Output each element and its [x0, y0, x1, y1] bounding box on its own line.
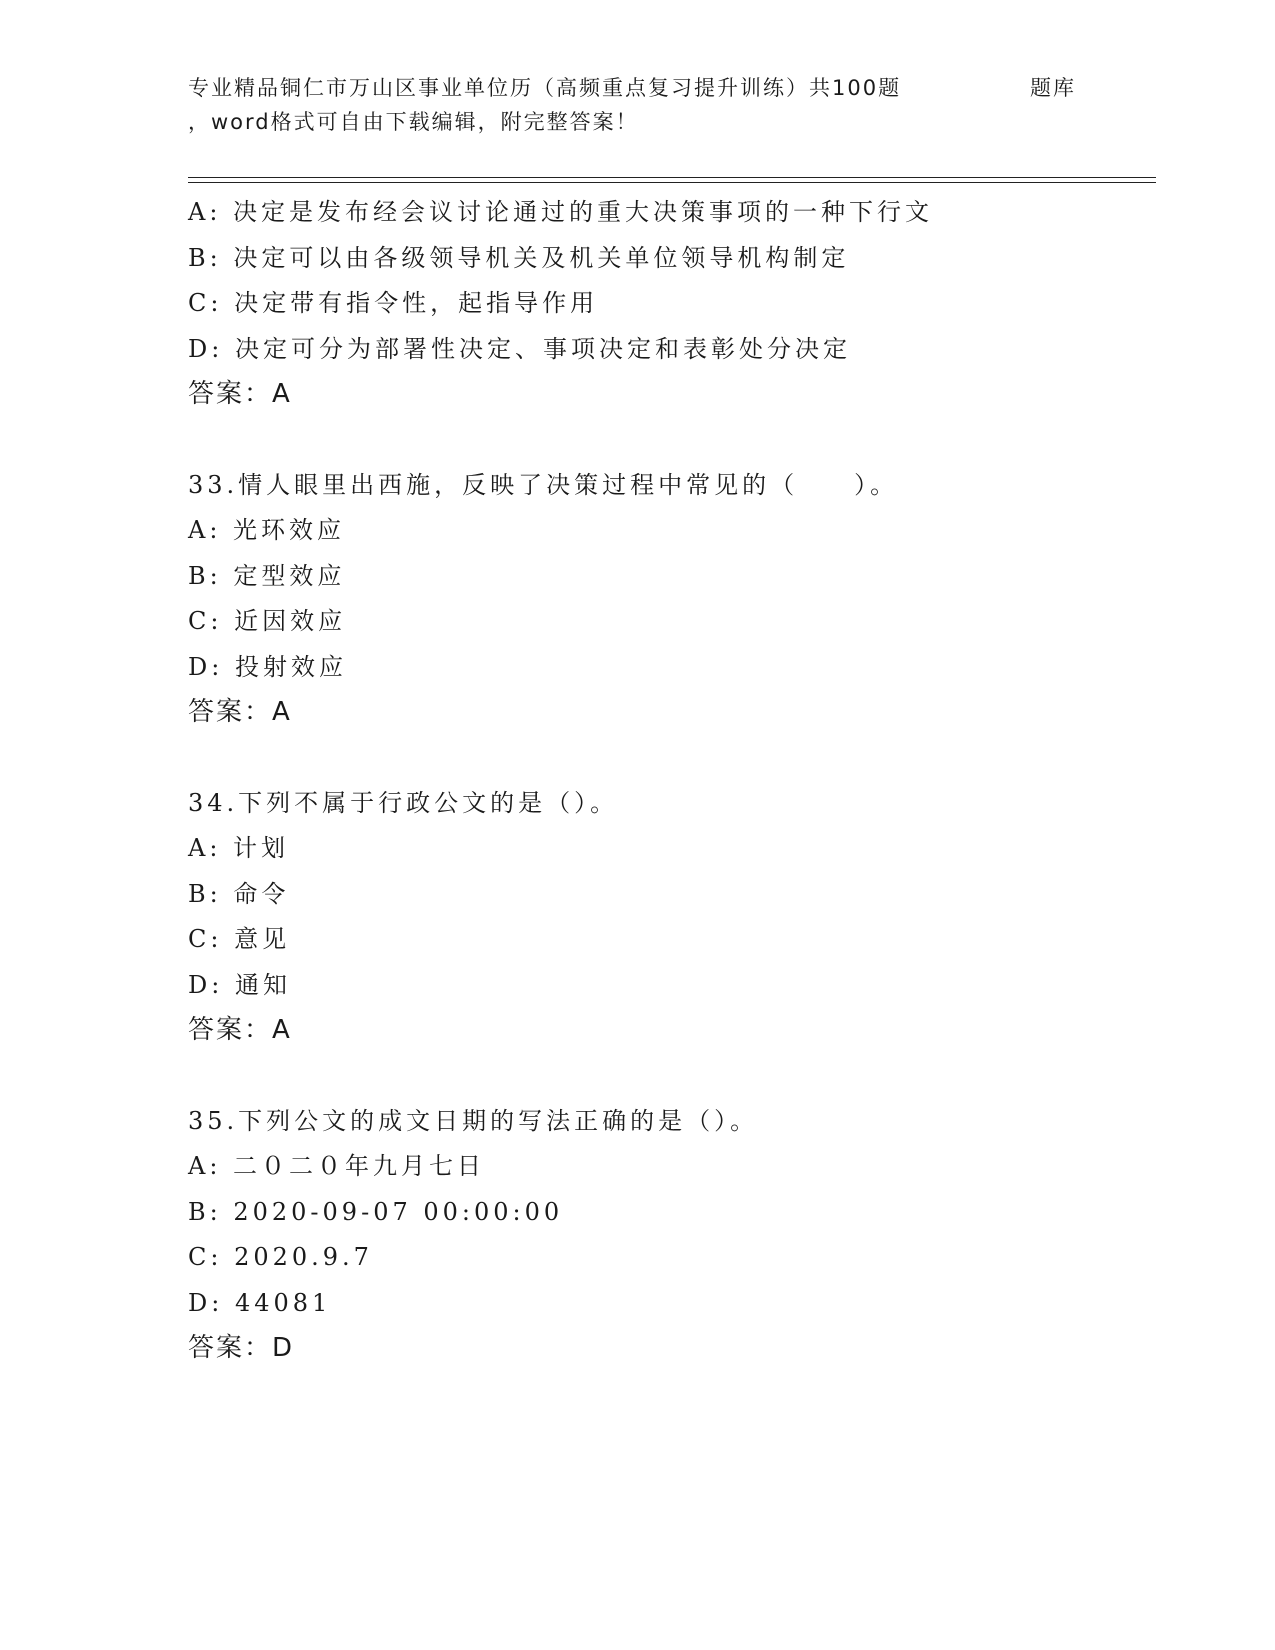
header-divider-top [188, 177, 1156, 178]
option-b: B: 命令 [188, 879, 290, 908]
option-d: D: 投射效应 [188, 652, 347, 681]
option-c: C: 决定带有指令性，起指导作用 [188, 289, 599, 317]
question-block [188, 781, 1156, 1054]
answer: 答案：A [188, 1015, 292, 1045]
question-block [188, 463, 1156, 736]
question-block [188, 190, 1156, 418]
option-a: A: 光环效应 [188, 516, 346, 544]
question-stem: 34.下列不属于行政公文的是（）。 [188, 788, 619, 817]
option-d: D: 通知 [188, 970, 291, 999]
option-d: D: 44081 [188, 1288, 332, 1317]
header-label: 题库 [1030, 76, 1076, 100]
question-block [188, 1099, 1156, 1372]
document-subtitle: ，word格式可自由下载编辑，附完整答案！ [188, 110, 639, 134]
document-title: 专业精品铜仁市万山区事业单位历（高频重点复习提升训练）共100题 [188, 76, 902, 100]
option-a: A: 决定是发布经会议讨论通过的重大决策事项的一种下行文 [188, 198, 934, 226]
question-stem: 35.下列公文的成文日期的写法正确的是（）。 [188, 1106, 759, 1135]
document-header [188, 72, 1088, 142]
option-c: C: 近因效应 [188, 607, 347, 635]
option-b: B: 2020-09-07 00:00:00 [188, 1197, 564, 1226]
option-a: A: 计划 [188, 834, 290, 862]
option-a: A: 二０二０年九月七日 [188, 1152, 486, 1180]
question-list [188, 190, 1156, 1372]
question-stem: 33.情人眼里出西施，反映了决策过程中常见的（ ）。 [188, 470, 899, 499]
option-b: B: 决定可以由各级领导机关及机关单位领导机构制定 [188, 243, 850, 272]
option-d: D: 决定可分为部署性决定、事项决定和表彰处分决定 [188, 334, 851, 363]
answer: 答案：A [188, 697, 292, 727]
option-b: B: 定型效应 [188, 561, 346, 590]
spacer [188, 418, 1156, 463]
option-c: C: 2020.9.7 [188, 1243, 373, 1271]
option-c: C: 意见 [188, 925, 291, 953]
answer: 答案：A [188, 379, 292, 409]
spacer [188, 736, 1156, 781]
header-divider-bottom [188, 182, 1156, 183]
answer: 答案：D [188, 1333, 295, 1363]
spacer [188, 1054, 1156, 1099]
